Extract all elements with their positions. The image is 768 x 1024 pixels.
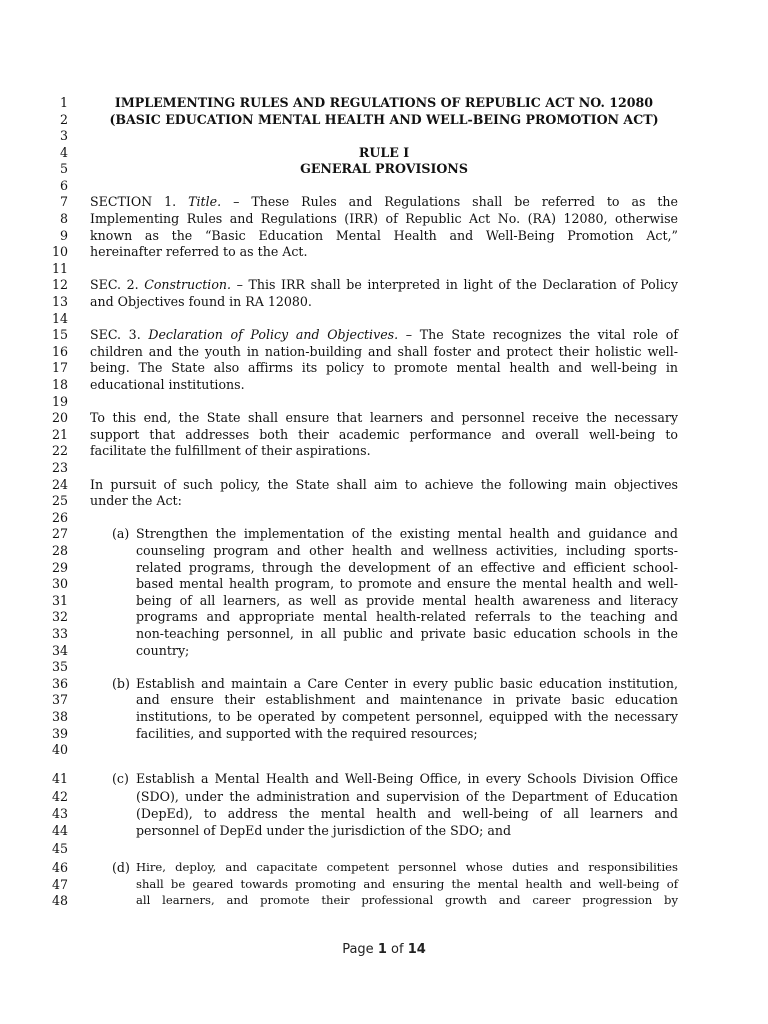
list-item-marker: (c) bbox=[112, 771, 129, 786]
line-number: 16 bbox=[51, 344, 68, 359]
list-item-marker: (b) bbox=[112, 676, 130, 691]
line-number: 47 bbox=[51, 877, 68, 892]
line-number: 15 bbox=[51, 327, 68, 342]
list-item-text: facilities, and supported with the required resources; bbox=[136, 726, 478, 741]
line-number: 40 bbox=[51, 742, 68, 757]
list-item-marker: (d) bbox=[112, 860, 130, 875]
line-number: 48 bbox=[51, 893, 68, 908]
line-number: 20 bbox=[51, 410, 68, 425]
section-text: – The State recognizes the vital role of bbox=[398, 327, 679, 342]
line-number: 11 bbox=[51, 261, 68, 276]
line-number: 23 bbox=[51, 460, 68, 475]
line-number: 37 bbox=[51, 692, 68, 707]
line-number: 18 bbox=[51, 377, 68, 392]
list-item-text: counseling program and other health and wellness activities, including sports- bbox=[136, 543, 678, 558]
section-label: SEC. 3. bbox=[90, 327, 149, 342]
line-number: 22 bbox=[51, 443, 68, 458]
paragraph-text: facilitate the fulfillment of their aspirations. bbox=[90, 443, 371, 458]
list-item-text: (SDO), under the administration and supervision of the Department of Education bbox=[136, 789, 678, 804]
list-item-text: Hire, deploy, and capacitate competent personnel whose duties and responsibilities bbox=[136, 860, 678, 874]
line-number: 17 bbox=[51, 360, 68, 375]
paragraph-text: educational institutions. bbox=[90, 377, 245, 392]
line-number: 44 bbox=[51, 823, 68, 838]
line-number: 1 bbox=[59, 95, 68, 110]
page-of-label: of bbox=[391, 942, 404, 957]
page-label: Page bbox=[342, 942, 374, 957]
list-item-text: being of all learners, as well as provide mental health awareness and literacy bbox=[136, 593, 678, 608]
list-item-text: shall be geared towards promoting and ensuring the mental health and well-being of bbox=[136, 877, 678, 891]
line-number: 36 bbox=[51, 676, 68, 691]
line-number: 14 bbox=[51, 311, 68, 326]
line-number: 9 bbox=[59, 228, 68, 243]
list-item-text: personnel of DepEd under the jurisdiction of the SDO; and bbox=[136, 823, 512, 838]
list-item-text: based mental health program, to promote and ensure the mental health and well- bbox=[136, 576, 678, 591]
page-number-footer bbox=[0, 942, 768, 957]
list-item-text: institutions, to be operated by competent personnel, equipped with the necessary bbox=[136, 709, 678, 724]
line-number: 13 bbox=[51, 294, 68, 309]
line-number: 24 bbox=[51, 477, 68, 492]
list-item-marker: (a) bbox=[112, 526, 130, 541]
paragraph-text: hereinafter referred to as the Act. bbox=[90, 244, 308, 259]
section-title: Title. bbox=[188, 194, 222, 209]
line-number: 41 bbox=[51, 771, 68, 786]
section-text: – These Rules and Regulations shall be referred to as the bbox=[221, 194, 678, 209]
list-item-text: country; bbox=[136, 643, 190, 658]
paragraph-text: support that addresses both their academic performance and overall well-being to bbox=[90, 427, 678, 442]
line-number: 28 bbox=[51, 543, 68, 558]
list-item-text: Strengthen the implementation of the existing mental health and guidance and bbox=[136, 526, 678, 541]
list-item-text: related programs, through the development of an effective and efficient school- bbox=[136, 560, 678, 575]
rule-title-heading: GENERAL PROVISIONS bbox=[300, 161, 468, 176]
line-number: 6 bbox=[59, 178, 68, 193]
line-number: 31 bbox=[51, 593, 68, 608]
page-current: 1 bbox=[377, 942, 387, 957]
paragraph-text: In pursuit of such policy, the State shall aim to achieve the following main objectives bbox=[90, 477, 678, 492]
line-number: 8 bbox=[59, 211, 68, 226]
line-number: 33 bbox=[51, 626, 68, 641]
rule-number-heading: RULE I bbox=[358, 145, 410, 160]
list-item-text: and ensure their establishment and maintenance in private basic education bbox=[136, 692, 678, 707]
list-item-text: programs and appropriate mental health-related referrals to the teaching and bbox=[136, 609, 678, 624]
line-number: 7 bbox=[59, 194, 68, 209]
line-number: 29 bbox=[51, 560, 68, 575]
line-number: 21 bbox=[51, 427, 68, 442]
section-1-heading-line bbox=[90, 193, 678, 210]
paragraph-text: To this end, the State shall ensure that learners and personnel receive the necessary bbox=[90, 410, 678, 425]
line-number: 30 bbox=[51, 576, 68, 591]
section-2-heading-line bbox=[90, 276, 678, 293]
line-number: 4 bbox=[59, 145, 68, 160]
document-title-line-1: IMPLEMENTING RULES AND REGULATIONS OF REPUBLIC ACT NO. 12080 bbox=[114, 95, 654, 110]
page-total: 14 bbox=[407, 942, 426, 957]
document-title-line-2: (BASIC EDUCATION MENTAL HEALTH AND WELL-BEING PROMOTION ACT) bbox=[109, 112, 659, 127]
line-number: 12 bbox=[51, 277, 68, 292]
line-number: 3 bbox=[59, 128, 68, 143]
line-number: 10 bbox=[51, 244, 68, 259]
line-number: 35 bbox=[51, 659, 68, 674]
line-number: 32 bbox=[51, 609, 68, 624]
paragraph-text: Implementing Rules and Regulations (IRR) of Republic Act No. (RA) 12080, otherwise bbox=[90, 211, 678, 226]
line-number: 27 bbox=[51, 526, 68, 541]
line-number: 26 bbox=[51, 510, 68, 525]
paragraph-text: children and the youth in nation-building and shall foster and protect their holistic well- bbox=[90, 344, 678, 359]
list-item-text: non-teaching personnel, in all public and private basic education schools in the bbox=[136, 626, 678, 641]
line-number: 38 bbox=[51, 709, 68, 724]
list-item-text: (DepEd), to address the mental health and well-being of all learners and bbox=[136, 806, 678, 821]
line-number: 5 bbox=[59, 161, 68, 176]
paragraph-text: and Objectives found in RA 12080. bbox=[90, 294, 312, 309]
section-text: – This IRR shall be interpreted in light of the Declaration of Policy bbox=[231, 277, 678, 292]
line-number: 19 bbox=[51, 394, 68, 409]
paragraph-text: known as the “Basic Education Mental Health and Well-Being Promotion Act,” bbox=[90, 228, 678, 243]
list-item-text: all learners, and promote their professional growth and career progression by bbox=[136, 893, 678, 907]
line-number: 25 bbox=[51, 493, 68, 508]
line-number: 2 bbox=[59, 112, 68, 127]
section-label: SECTION 1. bbox=[90, 194, 189, 209]
section-title: Construction. bbox=[144, 277, 232, 292]
line-number: 42 bbox=[51, 789, 68, 804]
line-number: 39 bbox=[51, 726, 68, 741]
section-label: SEC. 2. bbox=[90, 277, 145, 292]
section-3-heading-line bbox=[90, 326, 678, 343]
line-number: 43 bbox=[51, 806, 68, 821]
paragraph-text: under the Act: bbox=[90, 493, 182, 508]
line-number: 34 bbox=[51, 643, 68, 658]
paragraph-text: being. The State also affirms its policy to promote mental health and well-being in bbox=[90, 360, 678, 375]
list-item-text: Establish a Mental Health and Well-Being Office, in every Schools Division Office bbox=[136, 771, 678, 786]
line-number: 46 bbox=[51, 860, 68, 875]
line-number: 45 bbox=[51, 841, 68, 856]
section-title: Declaration of Policy and Objectives. bbox=[148, 327, 399, 342]
list-item-text: Establish and maintain a Care Center in every public basic education institution, bbox=[136, 676, 678, 691]
